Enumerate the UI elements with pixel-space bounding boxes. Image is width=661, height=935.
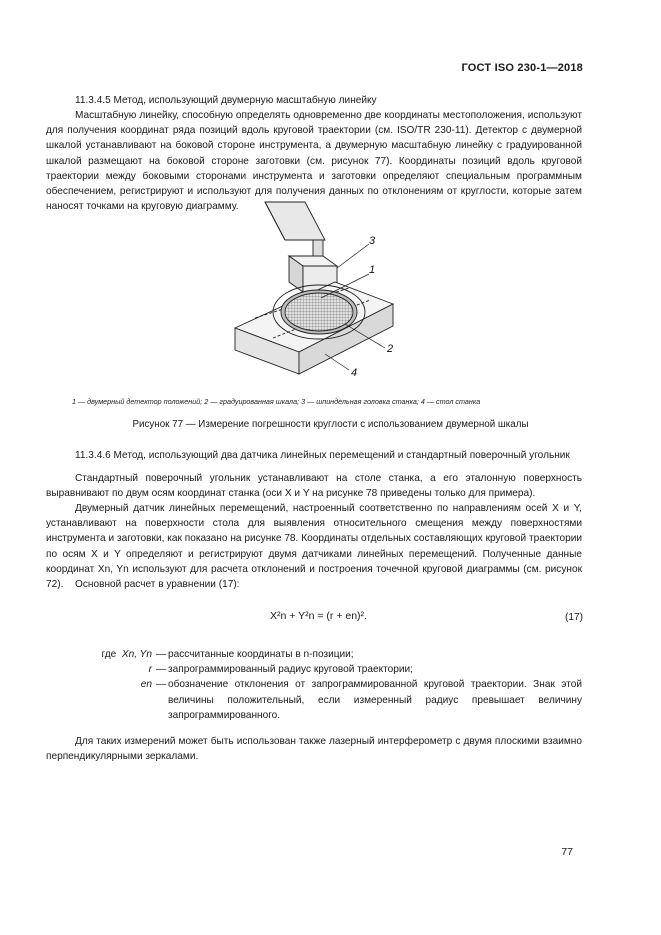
definitions-list: [46, 647, 582, 723]
figure-caption: Рисунок 77 — Измерение погрешности круглости с использованием двумерной шкалы: [132, 419, 529, 430]
definition-symbol: r: [148, 664, 152, 676]
definition-dash: —: [156, 664, 167, 676]
definition-term: [46, 677, 156, 723]
callout-1: 1: [369, 264, 376, 276]
definition-dash: —: [156, 649, 167, 660]
definition-symbol: en: [140, 679, 152, 691]
definition-desc: рассчитанные координаты в n-позиции;: [168, 649, 354, 660]
definition-row: [46, 677, 582, 723]
definition-row: [46, 647, 582, 662]
callout-4: 4: [351, 367, 358, 379]
definition-term: [46, 647, 156, 662]
section-2-paragraph-1: Стандартный поверочный угольник устанавливают на столе станка, а его эталонную поверхность выравнивают по двум осям координат станка (оси X и Y на рисунке 78 приведены только для примера).: [46, 473, 582, 500]
callout-3: 3: [369, 235, 376, 247]
figure-legend: 1 — двумерный детектор положений; 2 — градуированная шкала; 3 — шпиндельная головка станка; 4 — стол станка: [72, 397, 481, 406]
where-label: где: [101, 649, 117, 660]
definition-symbol: Xn, Yn: [121, 649, 152, 660]
equation-17: X²n + Y²n = (r + en)².: [270, 610, 367, 622]
callout-2: 2: [387, 343, 394, 355]
page-number: 77: [561, 846, 573, 858]
definition-desc: обозначение отклонения от запрограммированной круговой траектории. Знак этой величины положительный, если измеренный радиус превышает величину запрограммированного.: [168, 679, 582, 721]
definition-term: [46, 662, 156, 677]
definition-row: [46, 662, 582, 677]
section-heading-1: 11.3.4.5 Метод, использующий двумерную масштабную линейку: [75, 95, 377, 106]
equation-number: (17): [565, 612, 583, 623]
section-heading-2: 11.3.4.6 Метод, использующий два датчика линейных перемещений и стандартный поверочный угольник: [75, 450, 570, 461]
section-2-paragraph-3: Основной расчет в уравнении (17):: [75, 579, 240, 590]
figure-77-drawing: [225, 200, 425, 390]
section-2-paragraph-2: Двумерный датчик линейных перемещений, настроенный соответственно по направлениям осей X и Y, устанавливают на поверхности стола для выявления относительного смещения между поверхностями инструмента и заготовки, как показано на рисунке 78. Координаты отдельных составляющих круговой траектории по осям X и Y определяют и регистрируют двумя датчиками линейных перемещений. Полученные данные координат Xn, Yn используют для расчета отклонений и построения точечной круговой диаграммы (см. рисунок 72).: [46, 503, 582, 591]
closing-paragraph: Для таких измерений может быть использован также лазерный интерферометр с двумя плоскими взаимно перпендикулярными зеркалами.: [46, 736, 582, 763]
section-paragraph-1: Масштабную линейку, способную определять одновременно две координаты местоположения, используют для получения координат ряда позиций вдоль круговой траектории (см. ISO/TR 230-11). Детектор с двумерной шкалой устанавливают на боковой стороне инструмента, а двумерную масштабную линейку с градуированной шкалой размещают на боковой стороне заготовки (см. рисунок 77). Координаты позиций вдоль круговой траектории между боковыми сторонами инструмента и заготовки определяют специальным программным обеспечением, регистрируют и используют для получения данных по отклонениям от круглости, которые затем наносят точками на круговую диаграмму.: [46, 110, 582, 213]
definition-desc: запрограммированный радиус круговой траектории;: [168, 664, 413, 676]
standard-header: ГОСТ ISO 230-1—2018: [461, 62, 583, 74]
definition-dash: —: [156, 679, 167, 691]
